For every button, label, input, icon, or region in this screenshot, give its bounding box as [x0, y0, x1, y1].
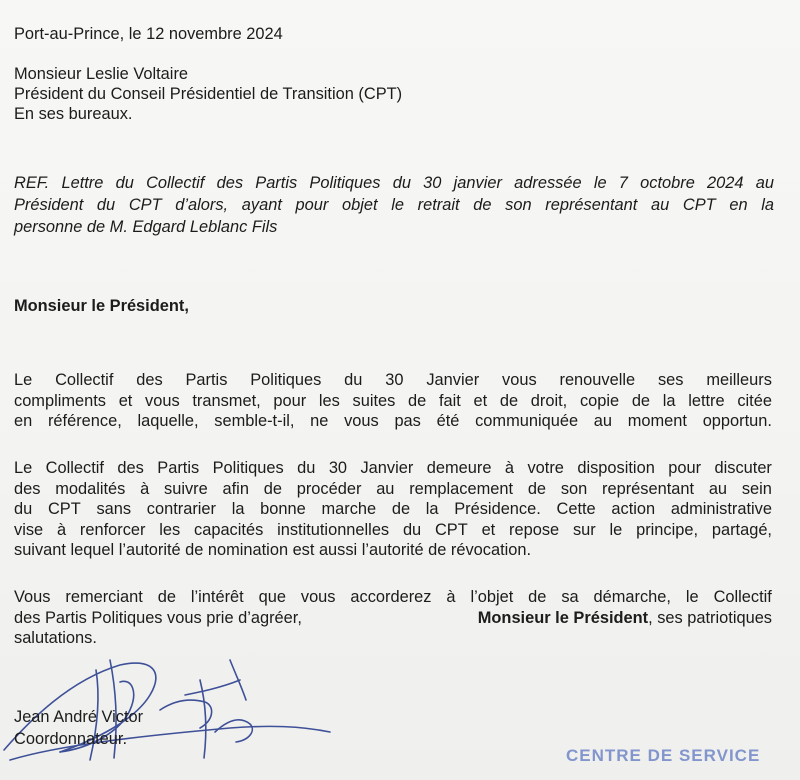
word: et: [481, 520, 496, 539]
salutation: Monsieur le Président,: [14, 297, 189, 315]
recipient-name: Monsieur Leslie Voltaire: [14, 65, 189, 83]
word: été: [436, 412, 460, 430]
word: sans: [96, 500, 132, 518]
word: les: [159, 520, 181, 539]
word: Collectif: [55, 371, 114, 389]
date-line: Port-au-Prince, le 12 novembre 2024: [14, 25, 283, 43]
word: les: [318, 391, 340, 410]
word: vise: [14, 520, 44, 539]
word: le: [685, 588, 699, 606]
word: du: [344, 371, 363, 389]
word: Présidence.: [454, 500, 541, 518]
word: suivant: [14, 541, 66, 559]
word: vous: [502, 371, 537, 389]
word: discuter: [714, 459, 772, 477]
word: du: [297, 459, 316, 477]
word: l’objet: [470, 588, 514, 606]
handwritten-signature: [0, 640, 400, 770]
word: de: [527, 479, 547, 498]
word: suites: [352, 391, 396, 410]
word: référence,: [47, 412, 122, 430]
word: sur: [572, 520, 596, 539]
word: copie: [579, 391, 620, 410]
word: à: [140, 479, 150, 498]
signer-name: Jean André Victor: [14, 708, 144, 726]
word: révocation.: [450, 541, 532, 559]
word: semble-t-il,: [214, 412, 295, 430]
word: à: [504, 459, 515, 477]
word: modalités: [55, 479, 126, 498]
word: des: [117, 459, 144, 477]
paragraph-1: [14, 370, 772, 432]
word: Collectif: [45, 459, 104, 477]
word: votre: [527, 459, 564, 477]
word: démarche,: [593, 588, 671, 606]
word: à: [446, 588, 456, 606]
word: Politiques: [212, 459, 284, 477]
paragraph-3-line-2: [14, 608, 772, 629]
recipient-title: Président du Conseil Présidentiel de Transition (CPT): [14, 85, 403, 103]
paragraph-2-line-1: [14, 458, 772, 479]
word: renouvelle: [559, 371, 636, 389]
word: au: [376, 479, 395, 498]
word: son: [560, 479, 588, 498]
word: remplacement: [409, 479, 514, 498]
word: Vous: [14, 588, 51, 606]
word: CPT: [434, 520, 468, 539]
paragraph-1-line-3: [14, 411, 772, 432]
reference-line-2: Président du CPT d’alors, ayant pour objet le retrait de son représentant au CPT en la: [14, 196, 774, 214]
word: à: [56, 520, 67, 539]
word: ne: [310, 412, 329, 430]
word: l’intérêt: [190, 588, 244, 606]
word: est: [292, 541, 315, 559]
word: vous: [300, 588, 336, 606]
word: partagé,: [711, 520, 772, 539]
word: des: [14, 479, 41, 498]
paragraph-3-line-1: [14, 587, 772, 608]
word: institutionnelles: [277, 520, 390, 539]
reference-line-1: REF. Lettre du Collectif des Partis Politiques du 30 janvier adressée le 7 octobre 2024 au: [14, 174, 774, 192]
word: compliments: [14, 391, 106, 410]
word: opportun.: [702, 412, 772, 430]
word: représentant: [602, 479, 695, 498]
word: droit,: [530, 391, 568, 410]
word: de: [263, 479, 282, 498]
word: action: [611, 500, 656, 518]
word: Politiques: [250, 371, 322, 389]
word: vous: [145, 391, 180, 410]
word: de: [391, 500, 411, 518]
word: de: [408, 391, 427, 410]
word: bonne: [260, 500, 306, 518]
word: de: [631, 391, 651, 410]
word: au: [593, 412, 613, 430]
word: de: [157, 588, 176, 606]
paragraph-1-line-2: [14, 391, 772, 412]
word: et: [118, 391, 133, 410]
emphasis-monsieur-le-president: Monsieur le Président: [477, 608, 649, 627]
word: pas: [394, 412, 421, 430]
word: transmet,: [192, 391, 261, 410]
word: de: [428, 541, 447, 559]
word: l’autorité: [361, 541, 424, 559]
word: suivre: [164, 479, 208, 498]
word: du: [14, 500, 33, 518]
word: 30: [328, 459, 348, 477]
word: nomination: [207, 541, 289, 559]
word: l’autorité: [118, 541, 181, 559]
word: demeure: [426, 459, 492, 477]
reference-block: [14, 172, 774, 238]
reference-line-3: personne de M. Edgard Leblanc Fils: [14, 218, 278, 236]
word: pour: [668, 459, 702, 477]
word: fait: [438, 391, 461, 410]
word: ses: [657, 371, 684, 389]
paragraph-2: [14, 458, 772, 561]
word: renforcer: [79, 520, 146, 539]
word: Partis: [185, 371, 228, 389]
word: Janvier: [360, 459, 414, 477]
paragraph-3-line-2-emphasis: [478, 608, 772, 629]
word: de: [185, 541, 204, 559]
word: disposition: [577, 459, 655, 477]
paragraph-2-line-2: [14, 479, 772, 500]
signer-role: Coordonnateur.: [14, 730, 127, 748]
word: accorderez: [350, 588, 432, 606]
paragraph-3-line-2-start: des Partis Politiques vous prie d’agréer,: [14, 608, 302, 627]
word: Le: [14, 371, 33, 389]
word: contrarier: [146, 500, 216, 518]
word: 30: [385, 371, 404, 389]
paragraph-1-line-1: [14, 370, 772, 391]
signer-block: [14, 706, 143, 750]
service-stamp: CENTRE DE SERVICE: [566, 746, 761, 765]
word: au: [708, 479, 728, 498]
paragraph-2-line-3: [14, 499, 772, 520]
word: sa: [561, 588, 579, 606]
word: la: [231, 500, 245, 518]
word: meilleurs: [706, 371, 772, 389]
word: le: [609, 520, 623, 539]
word: la: [425, 500, 439, 518]
word: lettre: [688, 391, 725, 410]
word: vous: [344, 412, 379, 430]
word: lequel: [70, 541, 115, 559]
word: communiquée: [475, 412, 579, 430]
paragraph-3-line-3: salutations.: [14, 629, 97, 647]
word: de: [528, 588, 547, 606]
word: Partis: [157, 459, 200, 477]
word: afin: [222, 479, 249, 498]
word: capacités: [194, 520, 264, 539]
word: repose: [509, 520, 560, 539]
word: principe,: [636, 520, 699, 539]
word: la: [662, 391, 676, 410]
word: et: [473, 391, 488, 410]
word: CPT: [47, 500, 81, 518]
word: que: [258, 588, 286, 606]
word: procéder: [296, 479, 362, 498]
word: pour: [273, 391, 307, 410]
paragraph-3-line-2-end: , ses patriotiques: [648, 608, 772, 627]
recipient-block: [14, 64, 402, 124]
word: Janvier: [426, 371, 480, 389]
word: Le: [14, 459, 33, 477]
word: Cette: [556, 500, 596, 518]
word: Collectif: [713, 588, 772, 606]
word: moment: [627, 412, 687, 430]
word: citée: [737, 391, 772, 410]
word: des: [136, 371, 163, 389]
paragraph-2-line-4: [14, 520, 772, 541]
paragraph-2-line-5: [14, 540, 772, 561]
word: marche: [321, 500, 377, 518]
word: laquelle,: [137, 412, 199, 430]
word: sein: [741, 479, 772, 498]
word: du: [402, 520, 422, 539]
word: de: [499, 391, 519, 410]
word: administrative: [670, 500, 772, 518]
recipient-location: En ses bureaux.: [14, 105, 133, 123]
word: en: [14, 412, 33, 430]
word: aussi: [318, 541, 358, 559]
word: remerciant: [65, 588, 143, 606]
